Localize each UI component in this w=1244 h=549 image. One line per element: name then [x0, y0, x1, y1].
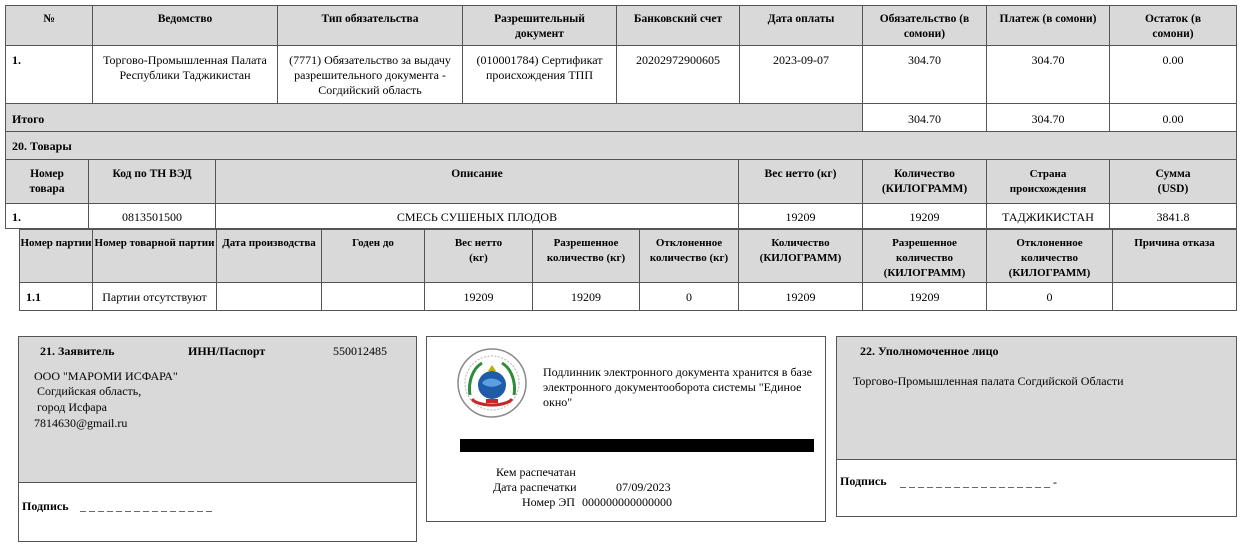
batch-header-batch-no: Номер товарной партии [92, 229, 217, 283]
goods-header-code: Код по ТН ВЭД [88, 159, 216, 204]
payment-row-permit-doc: (010001784) Сертификат происхождения ТПП [462, 45, 617, 104]
payment-row-agency: Торгово-Промышленная Палата Республики Таджикистан [92, 45, 278, 104]
payment-row-obligation-type: (7771) Обязательство за выдачу разрешительного документа - Согдийский область [277, 45, 463, 104]
applicant-title: 21. Заявитель [40, 344, 115, 358]
goods-row-sum: 3841.8 [1109, 203, 1237, 229]
payment-total-obligation: 304.70 [862, 103, 987, 132]
print-date-label: Дата распечатки [493, 480, 577, 494]
payment-row-balance: 0.00 [1109, 45, 1237, 104]
batch-header-rejected-kg: Отклоненное количество (кг) [639, 229, 739, 283]
batch-header-expiry: Годен до [321, 229, 425, 283]
payment-row-pay-date: 2023-09-07 [739, 45, 863, 104]
col-header-obligation-type: Тип обязательства [277, 5, 463, 46]
batch-row-allowed-kg: 19209 [532, 282, 640, 311]
col-header-agency: Ведомство [92, 5, 278, 46]
batch-row-reason [1112, 282, 1237, 311]
goods-header-net-weight: Вес нетто (кг) [738, 159, 863, 204]
print-date-value: 07/09/2023 [616, 480, 671, 494]
batch-header-rejected-qty: Отклоненное количество (КИЛОГРАММ) [986, 229, 1113, 283]
applicant-region: Согдийская область, [34, 384, 142, 398]
batch-row-number: 1.1 [19, 282, 93, 311]
col-header-permit-doc: Разрешительный документ [462, 5, 617, 46]
goods-row-description: СМЕСЬ СУШЕНЫХ ПЛОДОВ [215, 203, 739, 229]
goods-header-quantity: Количество (КИЛОГРАММ) [862, 159, 987, 204]
applicant-inn-value: 550012485 [333, 344, 387, 358]
goods-section-title: 20. Товары [5, 131, 1237, 160]
applicant-signature-line: _ _ _ _ _ _ _ _ _ _ _ _ _ _ _ [80, 499, 212, 513]
batch-header-reason: Причина отказа [1112, 229, 1237, 283]
goods-header-country: Страна происхождения [986, 159, 1110, 204]
col-header-payment: Платеж (в сомони) [986, 5, 1110, 46]
col-header-bank-account: Банковский счет [616, 5, 740, 46]
applicant-city: город Исфара [34, 400, 107, 414]
authorized-value: Торгово-Промышленная палата Согдийской Области [853, 374, 1124, 388]
batch-header-prod-date: Дата производства [216, 229, 322, 283]
applicant-signature-panel [18, 482, 417, 542]
payment-total-payment: 304.70 [986, 103, 1110, 132]
goods-header-number: Номер товара [5, 159, 89, 204]
payment-row-bank-account: 20202972900605 [616, 45, 740, 104]
applicant-email: 7814630@gmail.ru [34, 416, 128, 430]
batch-row-prod-date [216, 282, 322, 311]
col-header-pay-date: Дата оплаты [739, 5, 863, 46]
print-notice: Подлинник электронного документа хранится в базе электронного документооборота системы "Единое окно" [543, 365, 812, 409]
batch-row-quantity: 19209 [738, 282, 863, 311]
batch-header-allowed-qty: Разрешенное количество (КИЛОГРАММ) [862, 229, 987, 283]
goods-row-number: 1. [5, 203, 89, 229]
authorized-title: 22. Уполномоченное лицо [860, 344, 999, 358]
ep-number-value: 000000000000000 [582, 495, 672, 509]
batch-row-allowed-qty: 19209 [862, 282, 987, 311]
batch-row-expiry [321, 282, 425, 311]
batch-row-net-weight: 19209 [424, 282, 533, 311]
batch-row-rejected-kg: 0 [639, 282, 739, 311]
goods-row-country: ТАДЖИКИСТАН [986, 203, 1110, 229]
goods-row-net-weight: 19209 [738, 203, 863, 229]
applicant-signature-label: Подпись [22, 499, 69, 513]
batch-row-batch-no: Партии отсутствуют [92, 282, 217, 311]
goods-row-quantity: 19209 [862, 203, 987, 229]
batch-header-allowed-kg: Разрешенное количество (кг) [532, 229, 640, 283]
goods-header-description: Описание [215, 159, 739, 204]
payment-row-payment: 304.70 [986, 45, 1110, 104]
payment-total-balance: 0.00 [1109, 103, 1237, 132]
emblem-seal-icon [456, 347, 528, 419]
goods-row-code: 0813501500 [88, 203, 216, 229]
col-header-number: № [5, 5, 93, 46]
batch-header-quantity: Количество (КИЛОГРАММ) [738, 229, 863, 283]
batch-header-number: Номер партии [19, 229, 93, 283]
col-header-balance: Остаток (в сомони) [1109, 5, 1237, 46]
col-header-obligation: Обязательство (в сомони) [862, 5, 987, 46]
payment-row-number: 1. [5, 45, 93, 104]
redaction-bar [460, 439, 814, 452]
payment-total-label: Итого [5, 103, 863, 132]
applicant-name: ООО "МАРОМИ ИСФАРА" [34, 369, 178, 383]
applicant-inn-label: ИНН/Паспорт [188, 344, 266, 358]
batch-row-rejected-qty: 0 [986, 282, 1113, 311]
payment-row-obligation: 304.70 [862, 45, 987, 104]
batch-header-net-weight: Вес нетто (кг) [424, 229, 533, 283]
printed-by-label: Кем распечатан [496, 465, 576, 479]
goods-header-sum: Сумма (USD) [1109, 159, 1237, 204]
authorized-signature-line: _ _ _ _ _ _ _ _ _ _ _ _ _ _ _ _ _ - [900, 475, 1057, 489]
ep-number-label: Номер ЭП [522, 495, 575, 509]
authorized-signature-label: Подпись [840, 474, 887, 488]
